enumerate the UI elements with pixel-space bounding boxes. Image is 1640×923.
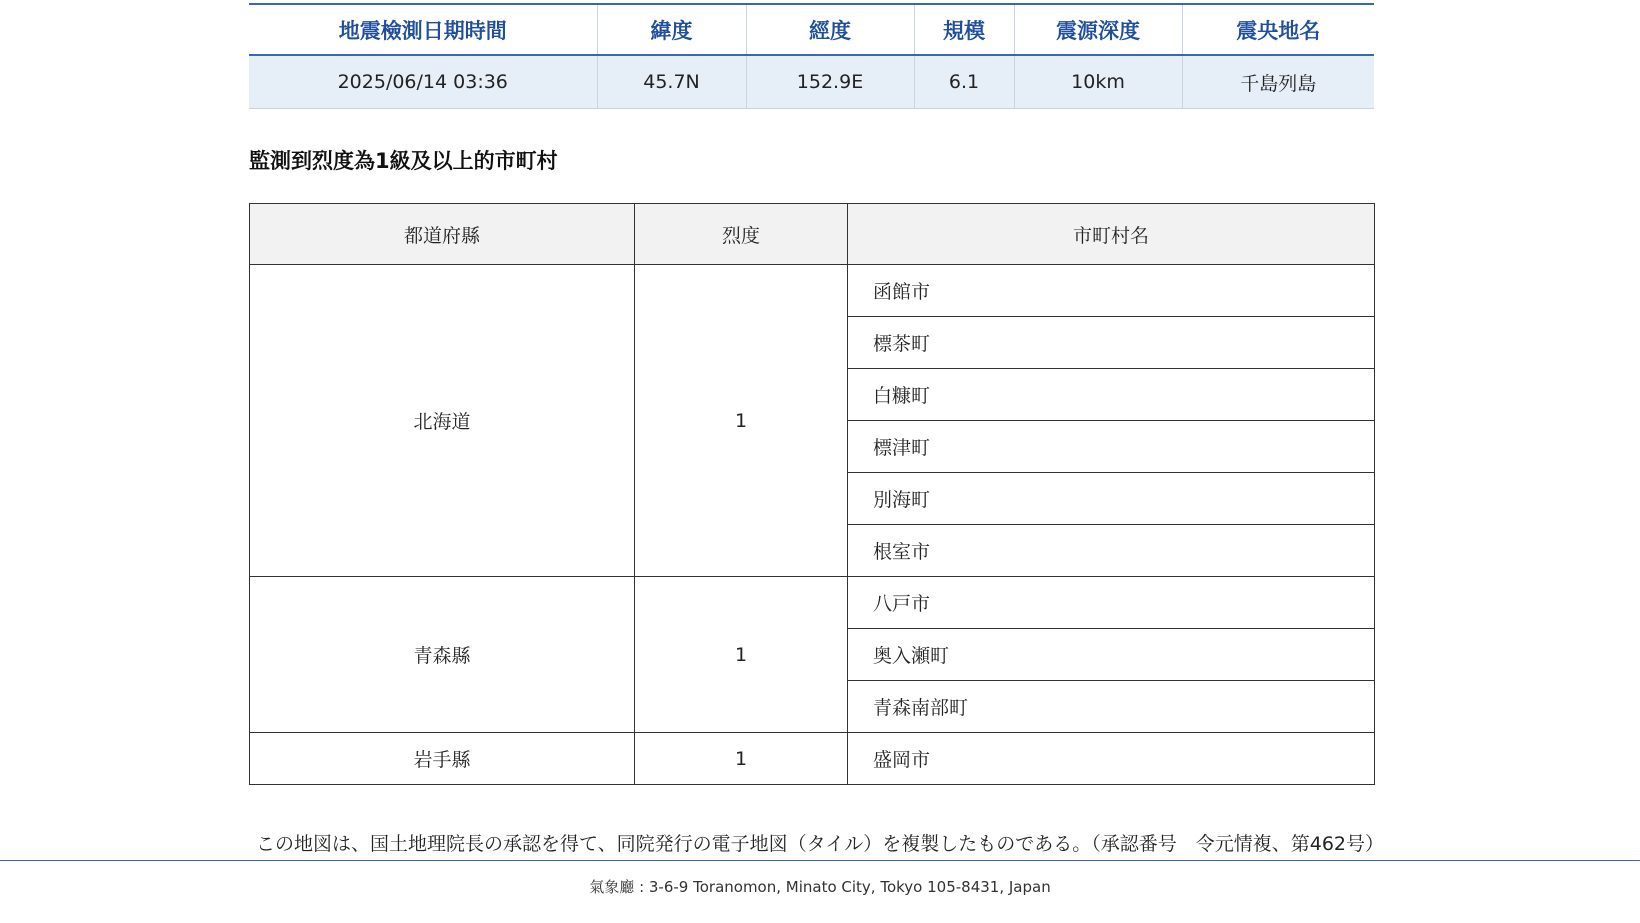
summary-data-row: [249, 55, 1374, 109]
header-depth: 震源深度: [1014, 4, 1182, 55]
city-cell: 函館市: [848, 265, 1375, 317]
prefecture-cell: 岩手縣: [250, 733, 635, 785]
city-cell: 根室市: [848, 525, 1375, 577]
header-intensity: 烈度: [635, 204, 848, 265]
city-cell: 盛岡市: [848, 733, 1375, 785]
header-city-name: 市町村名: [848, 204, 1375, 265]
earthquake-summary-table: [249, 3, 1374, 109]
cell-latitude: 45.7N: [597, 55, 746, 109]
table-row: [250, 733, 1375, 785]
footer-address: 氣象廳 : 3-6-9 Toranomon, Minato City, Tokyo 105-8431, Japan: [589, 878, 1051, 896]
intensity-cell: 1: [635, 577, 848, 733]
table-row: [250, 577, 1375, 629]
prefecture-cell: 青森縣: [250, 577, 635, 733]
section-title: 監測到烈度為1級及以上的市町村: [249, 149, 558, 173]
header-latitude: 緯度: [597, 4, 746, 55]
cell-epicenter: 千島列島: [1182, 55, 1374, 109]
header-magnitude: 規模: [914, 4, 1014, 55]
municipality-intensity-table: [249, 203, 1375, 785]
header-datetime: 地震檢測日期時間: [249, 4, 597, 55]
intensity-cell: 1: [635, 265, 848, 577]
city-cell: 標茶町: [848, 317, 1375, 369]
footer-divider: [0, 860, 1640, 861]
header-prefecture: 都道府縣: [250, 204, 635, 265]
header-longitude: 經度: [746, 4, 914, 55]
cell-depth: 10km: [1014, 55, 1182, 109]
municipality-header-row: [250, 204, 1375, 265]
summary-header-row: [249, 4, 1374, 55]
cell-datetime: 2025/06/14 03:36: [249, 55, 597, 109]
map-copyright-note: この地図は、国土地理院長の承認を得て、同院発行の電子地図（タイル）を複製したものである。（承認番号 令元情複、第462号）: [255, 833, 1384, 855]
table-row: [250, 265, 1375, 317]
cell-magnitude: 6.1: [914, 55, 1014, 109]
city-cell: 青森南部町: [848, 681, 1375, 733]
header-epicenter: 震央地名: [1182, 4, 1374, 55]
city-cell: 別海町: [848, 473, 1375, 525]
prefecture-cell: 北海道: [250, 265, 635, 577]
city-cell: 標津町: [848, 421, 1375, 473]
cell-longitude: 152.9E: [746, 55, 914, 109]
city-cell: 八戸市: [848, 577, 1375, 629]
intensity-cell: 1: [635, 733, 848, 785]
city-cell: 白糠町: [848, 369, 1375, 421]
city-cell: 奥入瀬町: [848, 629, 1375, 681]
